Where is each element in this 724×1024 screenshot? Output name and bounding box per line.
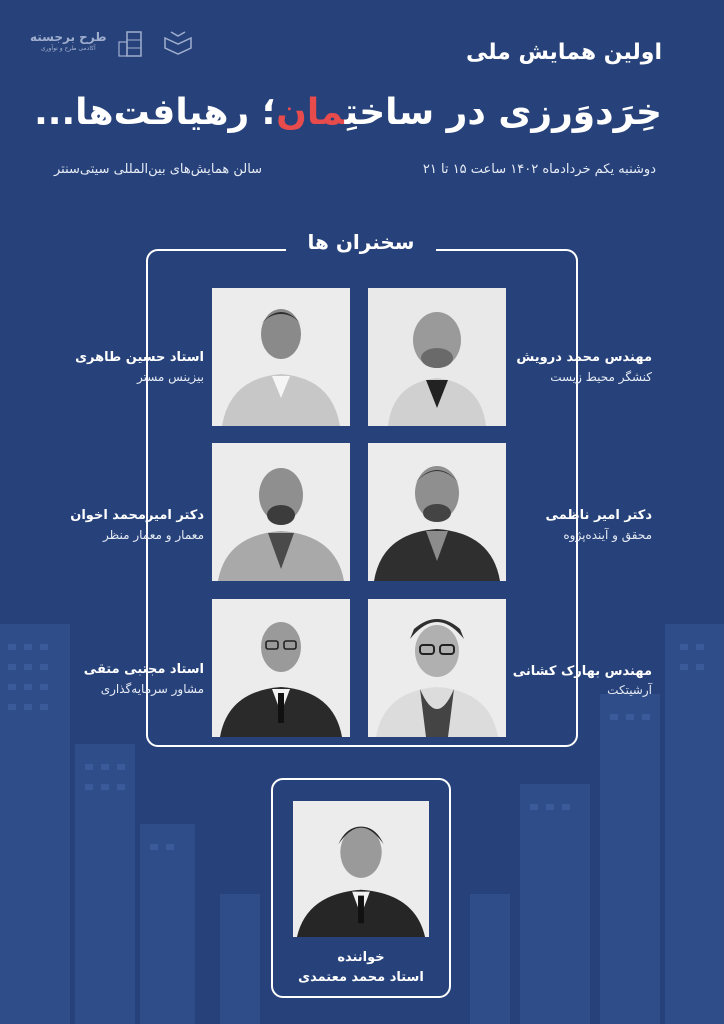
- event-venue: سالن همایش‌های بین‌المللی سیتی‌سنتر: [54, 162, 263, 177]
- event-title-part1: خِرَدوَرزی در ساختِ: [344, 92, 662, 133]
- brand-logos: [30, 28, 195, 58]
- speaker-name-4: دکتر امیرمحمد اخوان: [70, 508, 204, 523]
- speaker-photo-3: [368, 443, 506, 581]
- speaker-role-1: کنشگر محیط زیست: [550, 370, 652, 384]
- brand-sub-name: آکادمی طرح و نوآوری: [40, 45, 96, 52]
- event-subtitle: اولین همایش ملی: [465, 40, 662, 65]
- speaker-role-3: محقق و آینده‌پژوه: [563, 528, 652, 542]
- event-title-accent: مان: [276, 92, 345, 133]
- speaker-photo-4: [212, 443, 350, 581]
- book-logo-icon: [161, 28, 195, 58]
- speaker-role-6: مشاور سرمایه‌گذاری: [100, 682, 204, 696]
- speaker-name-1: مهندس محمد درویش: [516, 350, 652, 365]
- speaker-name-5: مهندس بهارک کشانی: [512, 664, 652, 679]
- speaker-photo-6: [212, 599, 350, 737]
- brand-logo-text: [30, 32, 107, 54]
- speaker-photo-2: [212, 288, 350, 426]
- singer-name: استاد محمد معتمدی: [298, 970, 424, 985]
- speaker-photo-1: [368, 288, 506, 426]
- speaker-name-6: استاد مجتبی متقی: [83, 662, 204, 677]
- singer-label: خواننده: [337, 950, 385, 965]
- speaker-role-2: بیزینس مستر: [136, 370, 204, 384]
- speaker-role-4: معمار و معمار منظر: [103, 528, 204, 542]
- building-logo-icon: [117, 28, 151, 58]
- event-title: [34, 92, 662, 133]
- brand-main-name: طرح برجسته: [30, 30, 107, 44]
- event-date: دوشنبه یکم خرداد‌ماه ۱۴۰۲ ساعت ۱۵ تا ۲۱: [422, 162, 656, 177]
- speaker-name-3: دکتر امیر ناظمی: [545, 508, 652, 523]
- speaker-role-5: آرشیتکت: [607, 683, 652, 697]
- speakers-heading: سخنران ها: [286, 230, 436, 254]
- event-title-part2: ؛ رهیافت‌ها...: [34, 92, 277, 133]
- speaker-name-2: استاد حسین طاهری: [75, 350, 204, 365]
- singer-photo: [293, 801, 429, 937]
- speaker-photo-5: [368, 599, 506, 737]
